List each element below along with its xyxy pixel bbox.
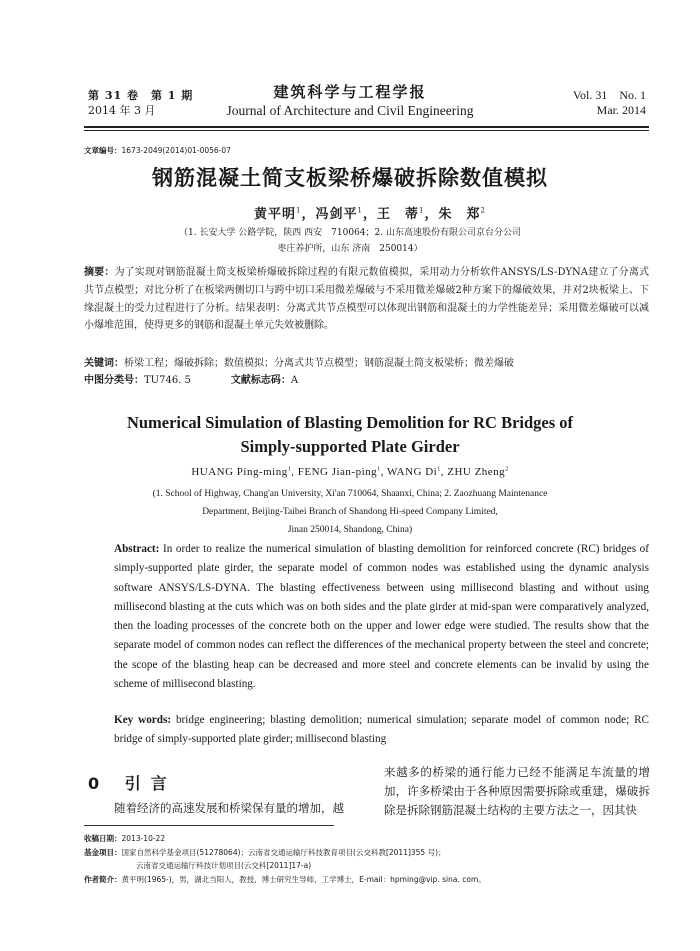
funding-text: 国家自然科学基金项目(51278064)；云南省交通运输厅科技教育项目(云交科教[2011]355 号)； — [121, 847, 446, 857]
author-sup: 1 — [419, 206, 425, 215]
header-volume-en — [573, 88, 646, 118]
keywords-zh — [84, 355, 649, 373]
author-sup: 1 — [377, 466, 381, 473]
clc-label: 中图分类号： — [84, 375, 144, 386]
author-sup: 1 — [296, 206, 302, 215]
author-en: FENG Jian-ping — [297, 466, 378, 478]
footnote-funding-cont: 云南省交通运输厅科技计划项目(云交科[2011]17-a) — [136, 861, 312, 870]
author-en: HUANG Ping-ming — [191, 466, 288, 478]
clc-value: TU746. 5 — [144, 375, 191, 386]
author-sup: 1 — [437, 466, 441, 473]
body-left-column: 随着经济的高速发展和桥梁保有量的增加，越 — [114, 801, 344, 815]
footnote-author — [84, 873, 649, 887]
abstract-en — [114, 540, 649, 694]
authors-zh — [0, 203, 700, 222]
section-title: 引言 — [124, 774, 177, 793]
affiliation-en-line: Jinan 250014, Shandong, China) — [287, 525, 413, 535]
abstract-en-label: Abstract: — [114, 543, 160, 555]
header-rule-thin — [84, 130, 649, 131]
article-number — [84, 145, 231, 156]
volume-issue-en: Vol. 31 No. 1 — [572, 88, 646, 102]
author-separator: , — [380, 466, 387, 478]
author-sup: 1 — [357, 206, 363, 215]
affiliation-zh-line: 枣庄养护所，山东 济南 250014） — [277, 244, 423, 254]
header-rule-thick — [84, 126, 649, 128]
affiliation-zh-line: （1. 长安大学 公路学院，陕西 西安 710064；2. 山东高速股份有限公司京台分公司 — [179, 228, 521, 238]
footnote-funding — [84, 846, 649, 860]
authors-en — [0, 466, 700, 478]
keywords-en — [114, 711, 649, 750]
author-separator: ， — [424, 207, 439, 222]
author-separator: ， — [301, 207, 316, 222]
footnotes — [84, 832, 649, 886]
date-zh: 2014 年 3 月 — [88, 104, 156, 117]
author-bio-text: 黄平明(1965-)，男，湖北当阳人，教授，博士研究生导师，工学博士，E-mail：hpming@vip. sina. com。 — [121, 874, 486, 884]
body-right-column: 来越多的桥梁的通行能力已经不能满足车流量的增加，许多桥梁由于各种原因需要拆除或重建，爆破拆除是拆除钢筋混凝土结构的主要方法之一，因其快 — [384, 765, 650, 817]
date-en: Mar. 2014 — [596, 103, 646, 117]
journal-name-en: Journal of Architecture and Civil Engineering — [226, 103, 474, 118]
keywords-en-label: Key words: — [114, 714, 172, 726]
keywords-zh-text: 桥梁工程；爆破拆除；数值模拟；分离式共节点模型；钢筋混凝土简支板梁桥；微差爆破 — [124, 358, 514, 369]
author-sup: 1 — [287, 466, 292, 473]
author-en: ZHU Zheng — [447, 466, 506, 478]
author-separator: ， — [362, 207, 377, 222]
volume-issue-zh: 第 31 卷 第 1 期 — [88, 89, 194, 102]
author-en: WANG Di — [386, 466, 438, 478]
affiliation-en-line: Department, Beijing-Taibei Branch of Shandong Hi-speed Company Limited, — [202, 507, 498, 517]
affiliation-zh — [0, 225, 700, 257]
author-sup: 2 — [480, 206, 486, 215]
received-label: 收稿日期： — [84, 834, 122, 843]
article-number-label: 文章编号： — [84, 146, 122, 155]
classification — [84, 372, 298, 390]
keywords-zh-label: 关键词： — [84, 358, 124, 369]
received-date: 2013-10-22 — [121, 834, 166, 843]
abstract-zh-label: 摘要： — [84, 267, 115, 278]
title-en-line: Numerical Simulation of Blasting Demolition for RC Bridges of — [126, 413, 574, 432]
doc-code-value: A — [290, 375, 299, 386]
abstract-zh — [84, 264, 649, 335]
title-en-line: Simply-supported Plate Girder — [240, 437, 460, 456]
title-en — [0, 411, 700, 459]
affiliation-en-line: (1. School of Highway, Chang'an University, Xi'an 710064, Shaanxi, China; 2. Zaozhuang Maintenance — [152, 489, 548, 499]
abstract-zh-text: 为了实现对钢筋混凝土简支板梁桥爆破拆除过程的有限元数值模拟，采用动力分析软件ANSYS/LS-DYNA建立了分离式共节点模型；对比分析了在板梁两侧切口与跨中切口采用微差爆破与不采用微差爆破2种方案下的爆破效果，并对2块板梁上、下缘混凝土的受力过程进行了分析。结果表明：分离式共节点模型可以体现出钢筋和混凝土的力学性能差异；采用微差爆破可以减小爆堆范围，使得更多的钢筋和混凝土单元失效被删除。 — [84, 267, 649, 332]
article-number-value: 1673-2049(2014)01-0056-07 — [121, 146, 231, 155]
funding-label: 基金项目： — [84, 847, 122, 857]
footnote-rule — [84, 825, 334, 826]
doc-code-label: 文献标志码： — [230, 375, 291, 386]
author-zh: 黄平明 — [254, 207, 297, 222]
author-zh: 冯剑平 — [315, 207, 358, 222]
footnote-received — [84, 832, 649, 846]
journal-name-zh: 建筑科学与工程学报 — [273, 83, 427, 101]
section-number: 0 — [88, 774, 110, 793]
author-separator: , — [440, 466, 448, 478]
section-heading — [88, 771, 177, 794]
author-bio-label: 作者简介： — [84, 874, 122, 884]
author-zh: 朱 郑 — [438, 207, 481, 222]
abstract-en-text: In order to realize the numerical simulation of blasting demolition for reinforced concrete (RC) bridges of simply-supported plate girder, the separate model of common nodes was established using the dynamic analysis software ANSYS/LS-DYNA. The blasting effectiveness between using millisecond blasting and without using millisecond blasting at the cuts which was on both sides and the plate girder at mid-span were comparatively analyzed, then the loading processes of the concrete both on the upper and lower edge were studied. The results show that the separate model of common nodes can reflect the differences of the mechanical property between the steel and concrete; the scope of the blasting heap can be decreased and more steel and concrete elements can be invalid by using the scheme of millisecond blasting. — [114, 543, 649, 691]
author-zh: 王 蒂 — [377, 207, 420, 222]
affiliation-en — [0, 485, 700, 539]
author-sup: 2 — [505, 466, 509, 473]
title-zh: 钢筋混凝土简支板梁桥爆破拆除数值模拟 — [152, 166, 548, 190]
author-separator: , — [291, 466, 298, 478]
keywords-en-text: bridge engineering; blasting demolition; numerical simulation; separate model of common node; RC bridge of simply-supported plate girder; millisecond blasting — [114, 714, 649, 746]
